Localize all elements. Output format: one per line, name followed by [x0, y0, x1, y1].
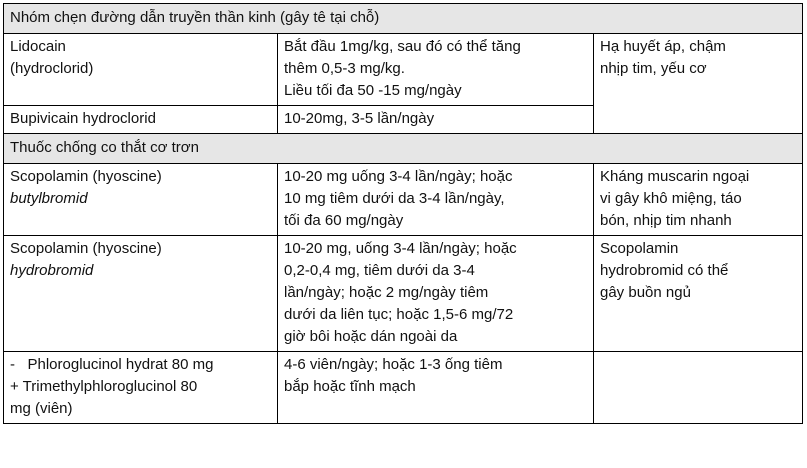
dose-line: 10-20 mg, uống 3-4 lần/ngày; hoặc	[284, 240, 517, 257]
dose-line: 10-20 mg uống 3-4 lần/ngày; hoặc	[284, 168, 513, 185]
drug-name-line-italic: butylbromid	[10, 190, 88, 207]
drug-name-cell	[4, 236, 278, 352]
dose-cell	[278, 352, 594, 424]
section-title: Thuốc chống co thắt cơ trơn	[4, 134, 803, 164]
drug-name-line: Lidocain	[10, 38, 66, 55]
side-effect-cell	[594, 236, 803, 352]
dose-line: 10 mg tiêm dưới da 3-4 lần/ngày,	[284, 190, 505, 207]
side-effect-line: gây buồn ngủ	[600, 284, 691, 301]
dose-cell	[278, 106, 594, 134]
drug-name-line: Scopolamin (hyoscine)	[10, 168, 162, 185]
dose-line: Liều tối đa 50 -15 mg/ngày	[284, 82, 462, 99]
drug-table	[3, 3, 803, 424]
drug-name-line: - Phloroglucinol hydrat 80 mg	[10, 356, 214, 373]
side-effect-line: bón, nhịp tim nhanh	[600, 212, 732, 229]
drug-name-cell	[4, 34, 278, 106]
dose-line: 10-20mg, 3-5 lần/ngày	[284, 110, 435, 127]
side-effect-cell	[594, 34, 803, 134]
drug-name-line: Bupivicain hydroclorid	[10, 110, 156, 127]
side-effect-line: hydrobromid có thể	[600, 262, 729, 279]
table-row	[4, 352, 803, 424]
side-effect-line: Hạ huyết áp, chậm	[600, 38, 726, 55]
side-effect-line: Kháng muscarin ngoại	[600, 168, 750, 185]
dose-cell	[278, 34, 594, 106]
dose-line: bắp hoặc tĩnh mạch	[284, 378, 416, 395]
dose-line: 4-6 viên/ngày; hoặc 1-3 ống tiêm	[284, 356, 503, 373]
dose-line: lần/ngày; hoặc 2 mg/ngày tiêm	[284, 284, 489, 301]
drug-name-cell	[4, 352, 278, 424]
dose-line: 0,2-0,4 mg, tiêm dưới da 3-4	[284, 262, 475, 279]
side-effect-line: nhịp tim, yếu cơ	[600, 60, 707, 77]
table-row	[4, 34, 803, 106]
drug-name-line: Scopolamin (hyoscine)	[10, 240, 162, 257]
table-row	[4, 236, 803, 352]
section-header-row	[4, 4, 803, 34]
drug-name-line-italic: hydrobromid	[10, 262, 94, 279]
dose-cell	[278, 236, 594, 352]
side-effect-cell-empty	[594, 352, 803, 424]
section-title: Nhóm chẹn đường dẫn truyền thần kinh (gây tê tại chỗ)	[4, 4, 803, 34]
drug-name-line: (hydroclorid)	[10, 60, 94, 77]
table-row	[4, 164, 803, 236]
drug-name-cell	[4, 106, 278, 134]
side-effect-line: vi gây khô miệng, táo	[600, 190, 742, 207]
dose-line: thêm 0,5-3 mg/kg.	[284, 60, 405, 77]
side-effect-line: Scopolamin	[600, 240, 679, 257]
drug-name-line: mg (viên)	[10, 400, 73, 417]
section-header-row	[4, 134, 803, 164]
side-effect-cell	[594, 164, 803, 236]
dose-line: dưới da liên tục; hoặc 1,5-6 mg/72	[284, 306, 514, 323]
dose-line: tối đa 60 mg/ngày	[284, 212, 404, 229]
dose-line: giờ bôi hoặc dán ngoài da	[284, 328, 458, 345]
dose-cell	[278, 164, 594, 236]
dose-line: Bắt đầu 1mg/kg, sau đó có thể tăng	[284, 38, 521, 55]
drug-name-line: + Trimethylphloroglucinol 80	[10, 378, 198, 395]
drug-name-cell	[4, 164, 278, 236]
